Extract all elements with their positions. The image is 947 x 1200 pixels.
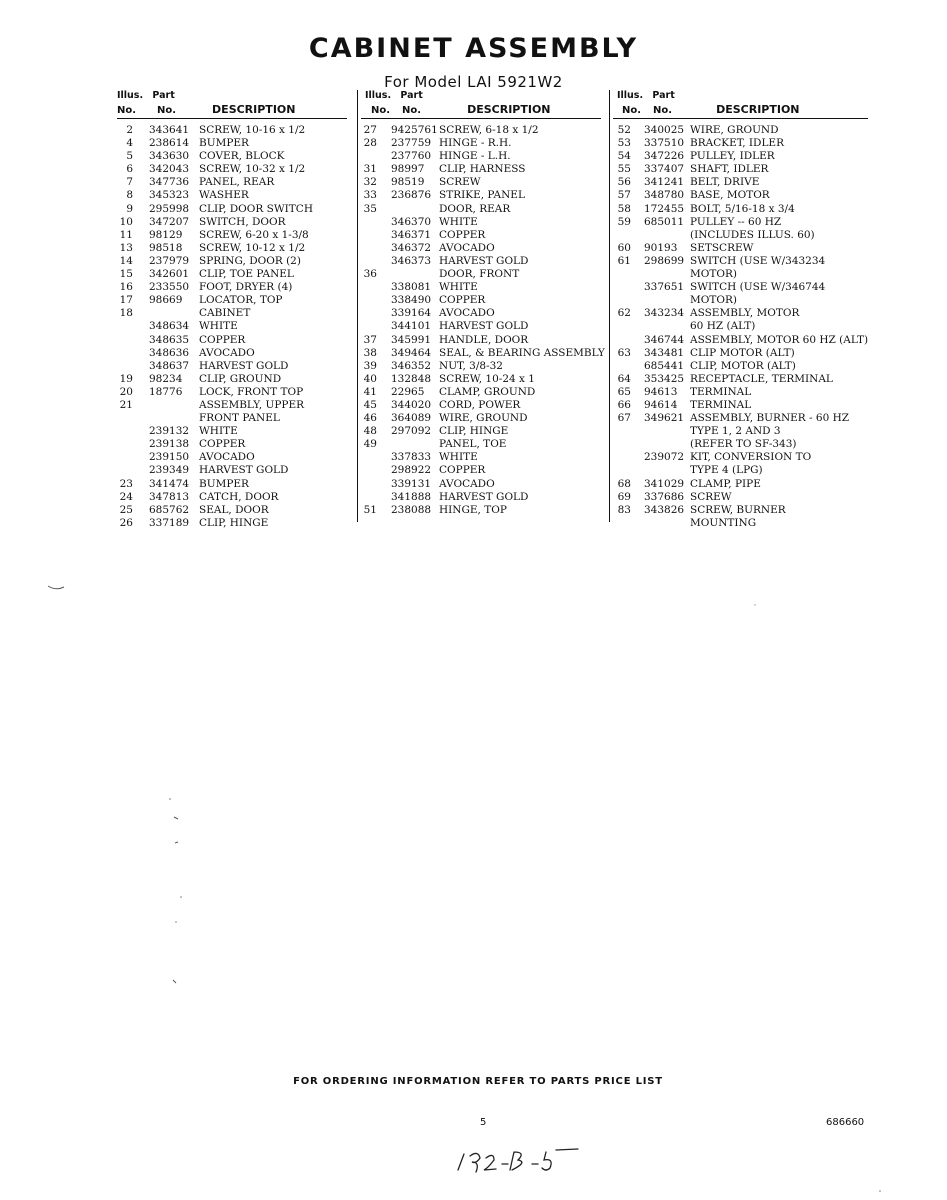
part-number: 348637 — [149, 359, 190, 372]
part-number: 338081 — [391, 281, 432, 294]
part-number: 337651 — [644, 281, 685, 294]
illus-number: 13 — [119, 241, 133, 254]
ordering-footer: FOR ORDERING INFORMATION REFER TO PARTS PRICE LIST — [293, 1076, 663, 1087]
illus-number: 56 — [617, 176, 631, 189]
part-label: Part — [400, 90, 423, 101]
illus-number: 18 — [119, 307, 133, 320]
part-number: 238088 — [391, 503, 432, 516]
part-description: BOLT, 5/16-18 x 3/4 — [690, 202, 795, 215]
part-description: KIT, CONVERSION TO — [690, 451, 812, 464]
illus-number: 38 — [363, 346, 377, 359]
part-description: SWITCH (USE W/343234 — [690, 254, 826, 267]
description-header: DESCRIPTION — [212, 103, 296, 116]
part-number: 343481 — [644, 346, 685, 359]
part-description: AVOCADO — [199, 451, 255, 464]
part-number: 298699 — [644, 254, 685, 267]
part-description: TYPE 1, 2 AND 3 — [690, 425, 781, 438]
part-number: 239150 — [149, 451, 190, 464]
part-number: 236876 — [391, 189, 432, 202]
part-description: HARVEST GOLD — [439, 320, 529, 333]
part-description: MOTOR) — [690, 294, 737, 307]
page-number: 5 — [480, 1117, 487, 1128]
part-number: 98519 — [391, 176, 425, 189]
part-description: (INCLUDES ILLUS. 60) — [690, 228, 815, 241]
part-number: 237979 — [149, 254, 190, 267]
illus-number: 6 — [126, 163, 133, 176]
part-number: 98129 — [149, 228, 183, 241]
part-description: CLIP, MOTOR (ALT) — [690, 359, 796, 372]
part-number: 343641 — [149, 124, 190, 136]
part-number: 341474 — [149, 477, 190, 490]
part-number: 337833 — [391, 451, 432, 464]
part-number: 344020 — [391, 398, 432, 411]
part-description: CLIP MOTOR (ALT) — [690, 346, 795, 359]
illus-number: 49 — [363, 438, 377, 451]
part-number: 342043 — [149, 163, 190, 176]
part-number: 239138 — [149, 438, 190, 451]
part-description: SCREW, 10-12 x 1/2 — [199, 241, 306, 254]
part-number: 237759 — [391, 137, 432, 150]
part-description: TYPE 4 (LPG) — [690, 464, 763, 477]
part-number: 340025 — [644, 124, 685, 136]
part-description: DOOR, REAR — [439, 202, 511, 215]
part-description: LOCK, FRONT TOP — [199, 385, 304, 398]
part-description: TERMINAL — [690, 385, 752, 398]
part-description: SCREW, BURNER — [690, 503, 786, 516]
part-number: 339131 — [391, 477, 432, 490]
part-number: 239132 — [149, 425, 190, 438]
part-number: 233550 — [149, 281, 190, 294]
part-description: WIRE, GROUND — [690, 124, 779, 136]
illus-number: 17 — [119, 294, 133, 307]
part-description: WHITE — [199, 320, 238, 333]
part-description: BUMPER — [199, 477, 249, 490]
illus-number: 33 — [363, 189, 377, 202]
part-number: 685011 — [644, 215, 685, 228]
part-description: HARVEST GOLD — [199, 464, 289, 477]
part-number: 172455 — [644, 202, 685, 215]
part-number: 342601 — [149, 268, 190, 281]
part-description: SCREW, 10-24 x 1 — [439, 372, 535, 385]
part-number: 348636 — [149, 346, 190, 359]
part-description: CABINET — [199, 307, 251, 320]
part-description: COPPER — [439, 294, 486, 307]
illus-number: 55 — [617, 163, 631, 176]
document-number: 686660 — [826, 1117, 865, 1128]
part-number: 346744 — [644, 333, 685, 346]
part-number: 364089 — [391, 412, 432, 425]
part-number: 347226 — [644, 150, 685, 163]
part-description: HINGE, TOP — [439, 503, 507, 516]
part-description: WHITE — [439, 215, 478, 228]
part-number: 341241 — [644, 176, 685, 189]
illus-no-header: No. — [371, 105, 391, 116]
part-no-header: No. — [157, 105, 177, 116]
part-description: COPPER — [199, 333, 246, 346]
illus-number: 25 — [119, 503, 133, 516]
illus-number: 35 — [363, 202, 377, 215]
part-description: HINGE - L.H. — [439, 150, 511, 163]
part-description: COVER, BLOCK — [199, 150, 285, 163]
illus-number: 27 — [363, 124, 377, 136]
part-number: 239349 — [149, 464, 190, 477]
part-number: 345323 — [149, 189, 190, 202]
illus-number: 64 — [617, 372, 631, 385]
part-number: 98997 — [391, 163, 425, 176]
part-description: SCREW, 10-16 x 1/2 — [199, 124, 306, 136]
illus-number: 5 — [126, 150, 133, 163]
part-description: BUMPER — [199, 137, 249, 150]
part-number: 346373 — [391, 254, 432, 267]
page-title: CABINET ASSEMBLY — [308, 33, 639, 64]
part-description: FOOT, DRYER (4) — [199, 281, 293, 294]
part-description: PANEL, REAR — [199, 176, 275, 189]
part-number: 9425761 — [391, 124, 438, 136]
part-number: 341029 — [644, 477, 685, 490]
part-number: 337510 — [644, 137, 685, 150]
part-description: CLIP, GROUND — [199, 372, 282, 385]
part-number: 237760 — [391, 150, 432, 163]
illus-number: 67 — [617, 412, 631, 425]
part-number: 347813 — [149, 490, 190, 503]
part-description: CLAMP, GROUND — [439, 385, 536, 398]
part-number: 337686 — [644, 490, 685, 503]
illus-label: Illus. — [117, 90, 144, 101]
part-description: ASSEMBLY, MOTOR — [690, 307, 800, 320]
part-label: Part — [152, 90, 175, 101]
illus-number: 54 — [617, 150, 631, 163]
description-header: DESCRIPTION — [716, 103, 800, 116]
part-number: 98669 — [149, 294, 183, 307]
part-number: 239072 — [644, 451, 685, 464]
part-number: 346352 — [391, 359, 432, 372]
part-description: PULLEY -- 60 HZ — [690, 215, 782, 228]
part-description: TERMINAL — [690, 398, 752, 411]
illus-number: 39 — [363, 359, 377, 372]
part-number: 343826 — [644, 503, 685, 516]
part-number: 295998 — [149, 202, 190, 215]
illus-number: 32 — [363, 176, 377, 189]
part-no-header: No. — [402, 105, 422, 116]
part-number: 22965 — [391, 385, 425, 398]
part-description: SEAL, DOOR — [199, 503, 269, 516]
part-description: LOCATOR, TOP — [199, 294, 283, 307]
part-description: COPPER — [439, 464, 486, 477]
illus-number: 69 — [617, 490, 631, 503]
part-description: SWITCH (USE W/346744 — [690, 281, 826, 294]
illus-no-header: No. — [622, 105, 642, 116]
part-description: SCREW — [690, 490, 732, 503]
part-description: WHITE — [439, 451, 478, 464]
part-description: HARVEST GOLD — [439, 254, 529, 267]
part-label: Part — [652, 90, 675, 101]
part-description: WHITE — [199, 425, 238, 438]
part-number: 297092 — [391, 425, 432, 438]
illus-number: 15 — [119, 268, 133, 281]
part-description: COPPER — [199, 438, 246, 451]
part-number: 341888 — [391, 490, 432, 503]
part-description: SHAFT, IDLER — [690, 163, 769, 176]
part-description: BASE, MOTOR — [690, 189, 770, 202]
part-description: CLIP, HINGE — [199, 516, 269, 529]
part-description: ASSEMBLY, MOTOR 60 HZ (ALT) — [690, 333, 869, 346]
illus-number: 48 — [363, 425, 377, 438]
part-number: 98518 — [149, 241, 183, 254]
illus-number: 31 — [363, 163, 377, 176]
illus-number: 57 — [617, 189, 631, 202]
part-description: CLIP, HARNESS — [439, 163, 526, 176]
part-number: 18776 — [149, 385, 183, 398]
part-description: ASSEMBLY, UPPER — [199, 398, 305, 411]
part-description: SCREW, 6-20 x 1-3/8 — [199, 228, 309, 241]
part-number: 238614 — [149, 137, 190, 150]
illus-number: 45 — [363, 398, 377, 411]
part-description: SWITCH, DOOR — [199, 215, 286, 228]
part-number: 98234 — [149, 372, 183, 385]
part-number: 343630 — [149, 150, 190, 163]
part-number: 94613 — [644, 385, 678, 398]
illus-number: 16 — [119, 281, 133, 294]
part-number: 345991 — [391, 333, 432, 346]
part-description: RECEPTACLE, TERMINAL — [690, 372, 833, 385]
illus-number: 37 — [363, 333, 377, 346]
description-header: DESCRIPTION — [467, 103, 551, 116]
part-number: 349464 — [391, 346, 432, 359]
illus-number: 68 — [617, 477, 631, 490]
part-description: SCREW, 6-18 x 1/2 — [439, 124, 539, 136]
part-description: CORD, POWER — [439, 398, 521, 411]
illus-number: 51 — [363, 503, 377, 516]
part-description: AVOCADO — [199, 346, 255, 359]
part-description: WASHER — [199, 189, 249, 202]
part-description: SEAL, & BEARING ASSEMBLY — [439, 346, 605, 359]
part-number: 90193 — [644, 241, 678, 254]
part-description: AVOCADO — [439, 477, 495, 490]
part-description: FRONT PANEL — [199, 412, 280, 425]
illus-no-header: No. — [117, 105, 137, 116]
part-description: MOTOR) — [690, 268, 737, 281]
part-number: 348634 — [149, 320, 190, 333]
part-number: 685762 — [149, 503, 190, 516]
illus-number: 66 — [617, 398, 631, 411]
illus-label: Illus. — [617, 90, 644, 101]
part-number: 338490 — [391, 294, 432, 307]
illus-number: 8 — [126, 189, 133, 202]
part-description: HINGE - R.H. — [439, 137, 512, 150]
part-description: SPRING, DOOR (2) — [199, 254, 301, 267]
part-description: WIRE, GROUND — [439, 412, 528, 425]
part-description: NUT, 3/8-32 — [439, 359, 503, 372]
part-number: 337407 — [644, 163, 685, 176]
part-description: CLIP, HINGE — [439, 425, 509, 438]
part-number: 344101 — [391, 320, 432, 333]
illus-number: 62 — [617, 307, 631, 320]
illus-number: 7 — [126, 176, 133, 189]
part-description: WHITE — [439, 281, 478, 294]
part-number: 347736 — [149, 176, 190, 189]
illus-number: 2 — [126, 124, 133, 136]
illus-number: 58 — [617, 202, 631, 215]
illus-number: 63 — [617, 346, 631, 359]
part-description: CLIP, DOOR SWITCH — [199, 202, 313, 215]
part-number: 346372 — [391, 241, 432, 254]
part-description: PULLEY, IDLER — [690, 150, 775, 163]
illus-number: 40 — [363, 372, 377, 385]
part-description: 60 HZ (ALT) — [690, 320, 756, 333]
illus-number: 21 — [119, 398, 133, 411]
illus-number: 46 — [363, 412, 377, 425]
part-number: 685441 — [644, 359, 685, 372]
illus-number: 4 — [126, 137, 133, 150]
illus-number: 83 — [617, 503, 631, 516]
illus-number: 41 — [363, 385, 377, 398]
illus-number: 14 — [119, 254, 133, 267]
illus-label: Illus. — [365, 90, 392, 101]
illus-number: 53 — [617, 137, 631, 150]
part-number: 339164 — [391, 307, 432, 320]
part-description: SETSCREW — [690, 241, 754, 254]
part-description: HANDLE, DOOR — [439, 333, 529, 346]
part-description: HARVEST GOLD — [439, 490, 529, 503]
illus-number: 9 — [126, 202, 133, 215]
part-description: BELT, DRIVE — [690, 176, 760, 189]
illus-number: 61 — [617, 254, 631, 267]
part-number: 94614 — [644, 398, 678, 411]
illus-number: 65 — [617, 385, 631, 398]
part-description: HARVEST GOLD — [199, 359, 289, 372]
illus-number: 20 — [119, 385, 133, 398]
part-number: 132848 — [391, 372, 432, 385]
part-number: 348780 — [644, 189, 685, 202]
part-description: CLAMP, PIPE — [690, 477, 761, 490]
part-description: COPPER — [439, 228, 486, 241]
part-description: SCREW, 10-32 x 1/2 — [199, 163, 306, 176]
part-number: 347207 — [149, 215, 190, 228]
illus-number: 10 — [119, 215, 133, 228]
part-description: CATCH, DOOR — [199, 490, 279, 503]
part-number: 348635 — [149, 333, 190, 346]
illus-number: 19 — [119, 372, 133, 385]
illus-number: 11 — [119, 228, 133, 241]
illus-number: 59 — [617, 215, 631, 228]
part-description: MOUNTING — [690, 516, 757, 529]
part-number: 298922 — [391, 464, 432, 477]
part-number: 353425 — [644, 372, 685, 385]
illus-number: 28 — [363, 137, 377, 150]
model-subtitle: For Model LAI 5921W2 — [384, 73, 563, 91]
part-number: 349621 — [644, 412, 685, 425]
part-number: 346371 — [391, 228, 432, 241]
part-description: AVOCADO — [439, 241, 495, 254]
part-number: 337189 — [149, 516, 190, 529]
part-description: AVOCADO — [439, 307, 495, 320]
part-no-header: No. — [653, 105, 673, 116]
part-description: PANEL, TOE — [439, 438, 507, 451]
part-description: (REFER TO SF-343) — [690, 438, 797, 451]
part-description: STRIKE, PANEL — [439, 189, 525, 202]
part-number: 343234 — [644, 307, 685, 320]
illus-number: 24 — [119, 490, 133, 503]
illus-number: 23 — [119, 477, 133, 490]
illus-number: 36 — [363, 268, 377, 281]
part-description: DOOR, FRONT — [439, 268, 520, 281]
illus-number: 52 — [617, 124, 631, 136]
part-description: CLIP, TOE PANEL — [199, 268, 294, 281]
part-description: BRACKET, IDLER — [690, 137, 784, 150]
illus-number: 60 — [617, 241, 631, 254]
part-description: SCREW — [439, 176, 481, 189]
illus-number: 26 — [119, 516, 133, 529]
part-number: 346370 — [391, 215, 432, 228]
part-description: ASSEMBLY, BURNER - 60 HZ — [690, 412, 850, 425]
